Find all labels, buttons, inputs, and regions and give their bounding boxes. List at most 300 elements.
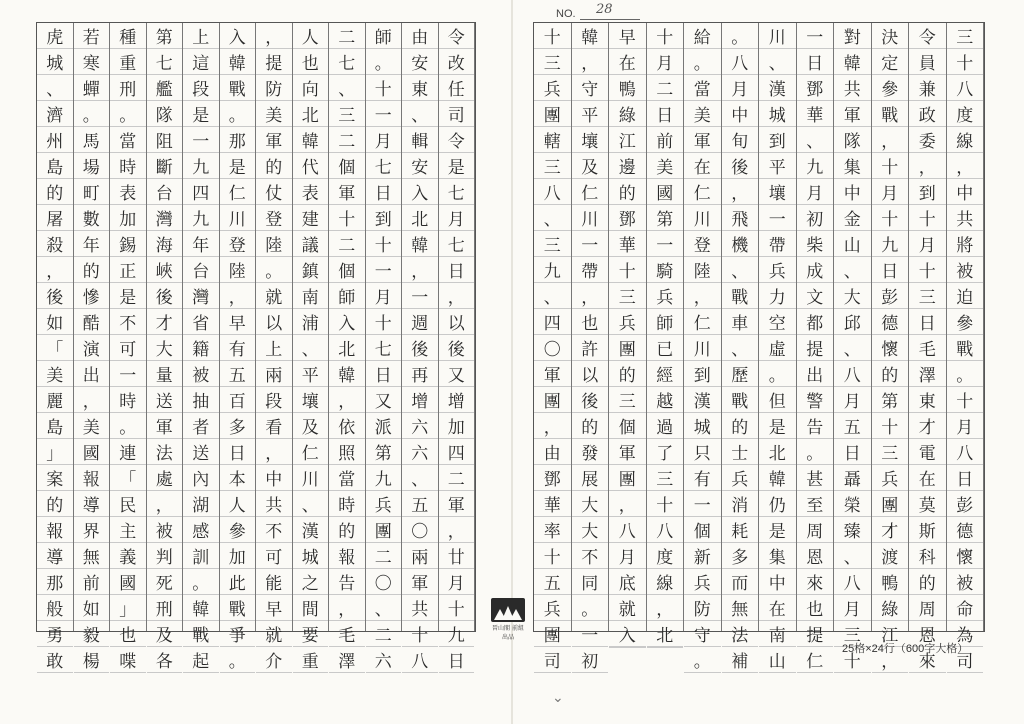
manuscript-cell: 川 [293,465,329,491]
manuscript-cell: 華 [609,231,646,257]
manuscript-cell: 者 [183,413,219,439]
manuscript-cell: 至 [797,491,834,517]
manuscript-cell: 改 [439,49,475,75]
manuscript-cell: 酷 [74,309,110,335]
manuscript-cell: 。 [722,23,759,49]
manuscript-cell: 照 [329,439,365,465]
manuscript-cell: 毛 [909,335,946,361]
manuscript-cell: 平 [572,101,609,127]
manuscript-cell: 日 [439,647,475,673]
manuscript-cell: 三 [329,101,365,127]
manuscript-cell: 十 [647,491,684,517]
manuscript-cell: ， [572,49,609,75]
manuscript-cell: ， [439,517,475,543]
manuscript-cell: 八 [609,517,646,543]
manuscript-cell: 判 [147,543,183,569]
manuscript-cell: 月 [439,569,475,595]
manuscript-cell: ， [722,179,759,205]
manuscript-cell: 川 [684,335,721,361]
manuscript-cell: 灣 [183,283,219,309]
manuscript-cell: 戰 [220,595,256,621]
manuscript-cell: 被 [183,361,219,387]
manuscript-cell: 兵 [366,491,402,517]
left-manuscript-column [220,23,257,672]
manuscript-cell: 過 [647,413,684,439]
left-manuscript-column [256,23,293,672]
manuscript-cell: 司 [947,647,984,673]
manuscript-cell: 到 [366,205,402,231]
manuscript-cell: 鴨 [872,569,909,595]
manuscript-cell: 恩 [909,621,946,647]
manuscript-cell: 九 [534,257,571,283]
manuscript-cell: 以 [572,361,609,387]
manuscript-cell: 。 [684,49,721,75]
manuscript-cell: 兵 [647,283,684,309]
manuscript-cell: 是 [759,517,796,543]
manuscript-cell: 二 [366,543,402,569]
manuscript-cell: 、 [293,335,329,361]
manuscript-cell: 「 [110,465,146,491]
manuscript-cell: 壤 [572,127,609,153]
manuscript-cell: 後 [402,335,438,361]
manuscript-cell: 十 [609,257,646,283]
manuscript-cell: 軍 [534,361,571,387]
manuscript-cell: 日 [366,179,402,205]
manuscript-cell: 在 [609,49,646,75]
manuscript-cell: 軍 [684,127,721,153]
manuscript-cell: 一 [797,23,834,49]
manuscript-cell: 周 [909,595,946,621]
manuscript-cell: 邱 [834,309,871,335]
manuscript-cell: 團 [534,387,571,413]
manuscript-cell: 壤 [759,179,796,205]
manuscript-cell: 莫 [909,491,946,517]
manuscript-cell: 刑 [147,595,183,621]
manuscript-cell: 令 [439,127,475,153]
manuscript-cell: 仁 [293,439,329,465]
manuscript-cell: 送 [147,387,183,413]
right-manuscript-column [872,23,910,672]
manuscript-cell: 帶 [572,257,609,283]
manuscript-cell: 入 [609,621,646,647]
manuscript-cell: 城 [759,101,796,127]
left-manuscript-column [439,23,476,672]
manuscript-cell: 令 [909,23,946,49]
manuscript-cell: 人 [220,491,256,517]
manuscript-cell: 台 [183,257,219,283]
manuscript-cell: 隊 [834,127,871,153]
manuscript-cell: 當 [110,127,146,153]
manuscript-cell: 參 [872,75,909,101]
manuscript-cell: 浦 [293,309,329,335]
manuscript-cell: 。 [947,361,984,387]
manuscript-cell: 一 [402,283,438,309]
manuscript-cell: 車 [722,309,759,335]
manuscript-cell: 數 [74,205,110,231]
manuscript-cell: 上 [183,23,219,49]
manuscript-cell: 戰 [722,387,759,413]
manuscript-cell: 錫 [110,231,146,257]
manuscript-cell: 東 [402,75,438,101]
manuscript-cell: 報 [37,517,73,543]
manuscript-cell: 此 [220,569,256,595]
manuscript-cell: 後 [439,335,475,361]
manuscript-cell: 。 [220,647,256,673]
manuscript-cell: 海 [147,231,183,257]
manuscript-cell: 警 [797,387,834,413]
manuscript-cell: 同 [572,569,609,595]
manuscript-cell: 三 [534,49,571,75]
manuscript-cell: 月 [834,595,871,621]
left-manuscript-column [183,23,220,672]
manuscript-cell: 歷 [722,361,759,387]
manuscript-cell: 耗 [722,517,759,543]
manuscript-cell: 九 [183,153,219,179]
manuscript-cell: 三 [609,283,646,309]
manuscript-cell: 二 [329,231,365,257]
manuscript-cell: 這 [183,49,219,75]
manuscript-cell: 七 [329,49,365,75]
manuscript-cell: 大 [572,491,609,517]
manuscript-cell: 騎 [647,257,684,283]
manuscript-cell: 韓 [759,465,796,491]
manuscript-cell: 到 [684,361,721,387]
manuscript-cell: 綠 [872,595,909,621]
manuscript-cell: 是 [183,101,219,127]
manuscript-cell: 要 [293,621,329,647]
manuscript-cell: 二 [647,75,684,101]
manuscript-cell: 導 [37,543,73,569]
manuscript-cell: 虎 [37,23,73,49]
manuscript-cell: 。 [110,101,146,127]
manuscript-cell: 五 [534,569,571,595]
manuscript-cell: 川 [759,23,796,49]
manuscript-cell: 一 [110,361,146,387]
manuscript-cell: 段 [256,387,292,413]
manuscript-cell: 懷 [872,335,909,361]
manuscript-cell: 日 [909,309,946,335]
manuscript-cell: 川 [572,205,609,231]
right-manuscript-column [947,23,985,672]
manuscript-cell: 八 [722,49,759,75]
manuscript-cell: 、 [37,75,73,101]
manuscript-cell: 才 [909,413,946,439]
manuscript-cell: 仍 [759,491,796,517]
manuscript-cell: 十 [534,543,571,569]
manuscript-cell: 南 [759,621,796,647]
manuscript-cell: 的 [572,413,609,439]
manuscript-cell: 是 [759,413,796,439]
manuscript-cell: 提 [797,335,834,361]
manuscript-cell: 二 [366,621,402,647]
manuscript-cell: 增 [402,387,438,413]
manuscript-cell: 、 [834,543,871,569]
manuscript-cell: 南 [293,283,329,309]
manuscript-cell: 的 [256,153,292,179]
manuscript-cell: 軍 [834,101,871,127]
manuscript-cell: 日 [947,465,984,491]
manuscript-cell: 十 [909,205,946,231]
manuscript-cell: 、 [722,257,759,283]
manuscript-cell: 年 [183,231,219,257]
manuscript-cell: 連 [110,439,146,465]
manuscript-cell: 日 [834,439,871,465]
manuscript-cell: 第 [366,439,402,465]
manuscript-cell: 告 [329,569,365,595]
manuscript-cell: 提 [797,621,834,647]
manuscript-cell: ， [147,491,183,517]
manuscript-cell: 之 [293,569,329,595]
manuscript-cell: 個 [684,517,721,543]
manuscript-cell: 當 [684,75,721,101]
manuscript-cell: 九 [797,153,834,179]
manuscript-cell: 就 [256,621,292,647]
manuscript-cell: 軍 [439,491,475,517]
manuscript-cell: 陸 [256,231,292,257]
manuscript-cell: 主 [110,517,146,543]
manuscript-cell: 日 [797,49,834,75]
manuscript-cell: 本 [220,465,256,491]
manuscript-cell: 仁 [684,309,721,335]
manuscript-cell: 。 [366,49,402,75]
left-manuscript-column [293,23,330,672]
manuscript-cell: 一 [572,231,609,257]
manuscript-cell: 國 [74,439,110,465]
manuscript-cell: 美 [37,361,73,387]
manuscript-cell: 展 [572,465,609,491]
manuscript-cell: 的 [872,361,909,387]
manuscript-cell: 各 [147,647,183,673]
manuscript-cell: 兵 [722,465,759,491]
manuscript-cell: 三 [609,387,646,413]
manuscript-cell: 的 [37,179,73,205]
manuscript-cell: 九 [872,231,909,257]
manuscript-cell: 轄 [534,127,571,153]
manuscript-cell: 韓 [183,595,219,621]
manuscript-cell: 軍 [609,439,646,465]
manuscript-cell: 十 [834,647,871,673]
manuscript-cell: 月 [722,75,759,101]
manuscript-cell: 四 [439,439,475,465]
manuscript-cell: 兵 [684,569,721,595]
manuscript-cell: 是 [110,283,146,309]
manuscript-cell: 月 [609,543,646,569]
manuscript-cell: 北 [402,205,438,231]
manuscript-cell: 在 [759,595,796,621]
right-manuscript-column [534,23,572,672]
manuscript-cell: 周 [797,517,834,543]
manuscript-cell: 後 [147,283,183,309]
manuscript-cell: 就 [256,283,292,309]
right-manuscript-column [684,23,722,672]
manuscript-cell: 阻 [147,127,183,153]
manuscript-cell: 人 [293,23,329,49]
manuscript-cell: 的 [909,569,946,595]
manuscript-cell: 軍 [329,179,365,205]
manuscript-cell: 邊 [609,153,646,179]
manuscript-cell: 依 [329,413,365,439]
manuscript-cell: 有 [684,465,721,491]
manuscript-cell: 。 [572,595,609,621]
manuscript-cell: 出 [74,361,110,387]
manuscript-cell: 也 [293,49,329,75]
manuscript-cell: 〇 [402,517,438,543]
manuscript-cell: 那 [220,127,256,153]
manuscript-cell: 月 [366,283,402,309]
manuscript-cell: 上 [256,335,292,361]
manuscript-cell: 兩 [256,361,292,387]
manuscript-cell: 軍 [402,569,438,595]
manuscript-cell: 大 [834,283,871,309]
manuscript-cell: 、 [293,491,329,517]
manuscript-cell: 廿 [439,543,475,569]
manuscript-cell: 但 [759,387,796,413]
manuscript-cell: 、 [534,205,571,231]
manuscript-cell: 都 [797,309,834,335]
manuscript-cell: 第 [872,387,909,413]
manuscript-cell: 韓 [220,49,256,75]
manuscript-cell: 綠 [609,101,646,127]
right-manuscript-column [722,23,760,672]
manuscript-cell: 防 [684,595,721,621]
manuscript-cell: 在 [909,465,946,491]
left-manuscript-column [74,23,111,672]
manuscript-cell: 鴨 [609,75,646,101]
page-number-line [580,19,640,20]
manuscript-cell: 二 [439,465,475,491]
manuscript-cell: 以 [439,309,475,335]
manuscript-cell: 若 [74,23,110,49]
manuscript-cell: 軍 [147,413,183,439]
manuscript-cell: 喋 [110,647,146,673]
right-manuscript-column [609,23,647,646]
manuscript-cell: 八 [834,569,871,595]
manuscript-cell: 後 [722,153,759,179]
manuscript-cell: 看 [256,413,292,439]
manuscript-cell: 寒 [74,49,110,75]
left-manuscript-grid [36,22,476,672]
manuscript-cell: 政 [909,101,946,127]
manuscript-cell: 兵 [609,309,646,335]
manuscript-cell: 後 [572,387,609,413]
manuscript-cell: 韓 [402,231,438,257]
manuscript-cell: 報 [74,465,110,491]
manuscript-cell: 早 [220,309,256,335]
right-manuscript-column [572,23,610,672]
left-manuscript-column [147,23,184,672]
grid-spec-label: 25格×24行（600字大格） [842,643,969,655]
manuscript-cell: 科 [909,543,946,569]
manuscript-cell: 對 [834,23,871,49]
manuscript-cell: 漢 [293,517,329,543]
manuscript-cell: 江 [609,127,646,153]
manuscript-cell: 城 [37,49,73,75]
manuscript-cell: 入 [329,309,365,335]
manuscript-cell: 無 [722,595,759,621]
manuscript-cell: 十 [872,413,909,439]
manuscript-cell: 兵 [759,257,796,283]
manuscript-cell: 一 [684,491,721,517]
manuscript-cell: 時 [110,387,146,413]
manuscript-cell: 有 [220,335,256,361]
manuscript-cell: 時 [329,491,365,517]
manuscript-cell: 月 [834,387,871,413]
manuscript-cell: 七 [366,335,402,361]
manuscript-cell: 彭 [947,491,984,517]
manuscript-cell: 防 [256,75,292,101]
manuscript-cell: 籍 [183,335,219,361]
manuscript-cell: 共 [947,205,984,231]
manuscript-cell: 初 [572,647,609,673]
manuscript-cell: 戰 [947,335,984,361]
manuscript-cell: 華 [797,101,834,127]
manuscript-cell: 柴 [797,231,834,257]
manuscript-cell: 當 [329,465,365,491]
manuscript-cell: 前 [647,127,684,153]
manuscript-cell: 不 [110,309,146,335]
manuscript-cell: ， [872,647,909,673]
manuscript-cell: 日 [439,257,475,283]
manuscript-cell: 八 [402,647,438,673]
manuscript-cell: 湖 [183,491,219,517]
manuscript-cell: ， [256,439,292,465]
manuscript-cell: 日 [366,361,402,387]
manuscript-cell: 電 [909,439,946,465]
manuscript-cell: 提 [256,49,292,75]
manuscript-cell: 送 [183,439,219,465]
page-number-label: NO. [556,8,576,20]
manuscript-cell: 將 [947,231,984,257]
manuscript-cell: 再 [402,361,438,387]
manuscript-cell: 案 [37,465,73,491]
manuscript-cell: 可 [110,335,146,361]
manuscript-cell: 兩 [402,543,438,569]
manuscript-cell: 登 [256,205,292,231]
manuscript-cell: 線 [947,127,984,153]
manuscript-cell: 三 [947,23,984,49]
manuscript-cell: 許 [572,335,609,361]
manuscript-cell: 艦 [147,75,183,101]
manuscript-cell: 百 [220,387,256,413]
manuscript-cell [647,647,684,648]
manuscript-cell: 。 [220,101,256,127]
manuscript-cell: 是 [439,153,475,179]
manuscript-cell: 出 [797,361,834,387]
manuscript-cell: 二 [329,23,365,49]
manuscript-cell: 〇 [366,569,402,595]
right-manuscript-column [647,23,685,646]
manuscript-cell: 線 [647,569,684,595]
manuscript-cell: 發 [572,439,609,465]
manuscript-cell: 量 [147,361,183,387]
manuscript-cell: 以 [256,309,292,335]
manuscript-cell: 也 [797,595,834,621]
manuscript-cell: 月 [797,179,834,205]
manuscript-cell: 早 [256,595,292,621]
manuscript-cell: 增 [439,387,475,413]
manuscript-cell: 十 [329,205,365,231]
manuscript-cell: 仗 [256,179,292,205]
manuscript-cell: 六 [366,647,402,673]
manuscript-cell: 已 [647,335,684,361]
manuscript-cell: 仁 [797,647,834,673]
manuscript-cell: 入 [402,179,438,205]
manuscript-cell: 日 [647,101,684,127]
manuscript-cell: 年 [74,231,110,257]
manuscript-cell: 前 [74,569,110,595]
manuscript-cell: 十 [872,153,909,179]
manuscript-cell: ， [909,153,946,179]
